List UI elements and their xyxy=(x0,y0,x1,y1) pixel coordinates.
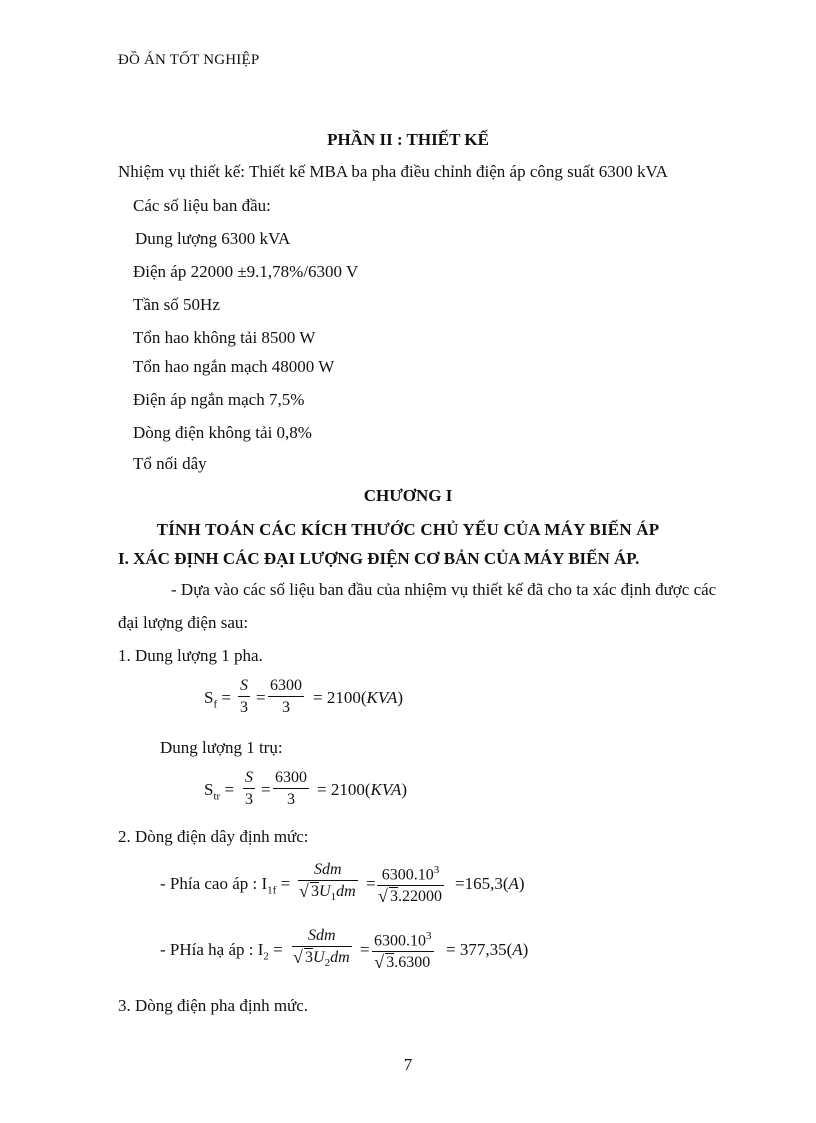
formula-paren: ) xyxy=(397,688,404,707)
fraction-denominator: 3 xyxy=(287,791,295,808)
page-number: 7 xyxy=(403,1055,413,1074)
fraction-numerator: S xyxy=(240,677,248,694)
fraction-numerator: 6300.10 xyxy=(374,932,426,950)
formula-operator: = xyxy=(221,688,231,707)
formula-unit: A xyxy=(508,874,519,893)
sqrt-radicand: 3 xyxy=(390,888,398,906)
fraction-denominator: .22000 xyxy=(398,888,442,906)
formula-result: = 377,35( xyxy=(446,940,513,959)
intro-paragraph-line: đại lượng điện sau: xyxy=(118,613,249,632)
fraction-denominator: 3 xyxy=(240,699,248,716)
document-page: ĐỒ ÁN TỐT NGHIỆP PHẦN II : THIẾT KẾ Nhiệm vụ thiết kế: Thiết kế MBA ba pha điều chỉnh điện áp công suất 6300 kVA Các số liệu ban đầu: Dung lượng 6300 kVA Điện áp 22000 ±9.1,78%/6300 V Tần số 50Hz Tổn hao không tải 8500 W Tổn hao ngắn mạch 48000 W Điện áp ngắn mạch 7,5% Dòng điện không tải 0,8% Tổ nối dây CHƯƠNG I TÍNH TOÁN CÁC KÍCH THƯỚC CHỦ YẾU CỦA MÁY BIẾN ÁP I. XÁC ĐỊNH CÁC ĐẠI LƯỢNG ĐIỆN CƠ BẢN CỦA MÁY BIẾN ÁP. - Dựa vào các số liệu ban đầu của nhiệm vụ thiết kế đã cho ta xác định được các đại lượng điện sau: 1. Dung lượng 1 pha. $S_f$ = S 3 = 6300 3 = 2100(KVA) Dung lượng 1 trụ: $S_{tr}$ = S 3 = 6300 3 = 2100(KVA) 2. Dòng điện dây định mức: - Phía cao áp : $I_{1f}$ = Sdm √ $3U_1dm$ = 6300.10$^3$ √ 3.22000 =165,3(A) - PHía hạ áp : $I_2$ = Sdm √ $3U_2dm$ = 6300.10$^3$ √ 3.6300 = 377,35(A) 3. Dòng điện pha định mức. 7 xyxy=(0,0,816,1123)
fraction-denominator: 3 xyxy=(282,699,290,716)
formula-result: = 2100( xyxy=(313,688,367,707)
initial-data-item: Điện áp 22000 ±9.1,78%/6300 V xyxy=(133,262,359,281)
initial-data-item: Điện áp ngắn mạch 7,5% xyxy=(133,390,305,409)
formula-paren: ) xyxy=(518,874,525,893)
chapter-title: TÍNH TOÁN CÁC KÍCH THƯỚC CHỦ YẾU CỦA MÁY BIẾN ÁP xyxy=(156,520,660,539)
formula-symbol: S xyxy=(204,780,214,799)
initial-data-item: Dung lượng 6300 kVA xyxy=(135,229,291,248)
part-title: PHẦN II : THIẾT KẾ xyxy=(327,130,489,149)
initial-data-item: Tổn hao ngắn mạch 48000 W xyxy=(133,357,335,376)
item-heading: 1. Dung lượng 1 pha. xyxy=(118,646,263,665)
sqrt-radicand: 3 xyxy=(311,883,319,900)
formula-result: = 2100( xyxy=(317,780,371,799)
item-heading: 3. Dòng điện pha định mức. xyxy=(118,996,309,1015)
formula-label: - PHía hạ áp : I xyxy=(160,940,264,959)
formula-paren: ) xyxy=(522,940,529,959)
formula-symbol: dm xyxy=(336,883,356,900)
formula-unit: KVA xyxy=(370,780,402,799)
formula-operator: = xyxy=(273,940,283,959)
page-header: ĐỒ ÁN TỐT NGHIỆP xyxy=(118,52,260,68)
initial-data-item: Dòng điện không tải 0,8% xyxy=(133,423,312,442)
formula-exponent: 3 xyxy=(433,864,440,876)
sqrt-radicand: 3 xyxy=(386,954,395,972)
formula-subscript: 2 xyxy=(263,950,269,963)
formula-subscript: 1f xyxy=(267,884,277,897)
formula-symbol: U xyxy=(313,949,325,966)
chapter-label: CHƯƠNG I xyxy=(363,486,453,505)
fraction-denominator: 3 xyxy=(245,791,253,808)
item-subheading: Dung lượng 1 trụ: xyxy=(160,738,283,757)
formula-subscript: 2 xyxy=(324,957,331,970)
fraction-numerator: 6300 xyxy=(275,769,307,786)
fraction-denominator: .6300 xyxy=(394,954,431,972)
formula-label: - Phía cao áp : I xyxy=(160,874,268,893)
section-heading: I. XÁC ĐỊNH CÁC ĐẠI LƯỢNG ĐIỆN CƠ BẢN CỦA MÁY BIẾN ÁP. xyxy=(118,549,640,568)
initial-data-item: Tần số 50Hz xyxy=(133,295,220,314)
fraction-numerator: Sdm xyxy=(314,861,342,878)
fraction-numerator: 6300.10 xyxy=(381,866,434,884)
formula-subscript: tr xyxy=(213,790,221,803)
formula-unit: A xyxy=(512,940,523,959)
sqrt-radicand: 3 xyxy=(305,949,313,966)
formula-paren: ) xyxy=(401,780,408,799)
formula-unit: KVA xyxy=(366,688,398,707)
formula-subscript: f xyxy=(213,698,218,711)
formula-symbol: S xyxy=(204,688,214,707)
formula-symbol: U xyxy=(319,883,331,900)
initial-data-item: Tổn hao không tải 8500 W xyxy=(133,328,316,347)
item-heading: 2. Dòng điện dây định mức: xyxy=(118,827,309,846)
fraction-numerator: 6300 xyxy=(270,677,302,694)
initial-data-heading: Các số liệu ban đầu: xyxy=(133,196,271,215)
formula-symbol: dm xyxy=(330,949,350,966)
formula-subscript: 1 xyxy=(330,891,337,904)
initial-data-item: Tổ nối dây xyxy=(133,454,207,473)
formula-exponent: 3 xyxy=(426,930,432,942)
formula-operator: = xyxy=(224,780,235,799)
design-task: Nhiệm vụ thiết kế: Thiết kế MBA ba pha điều chỉnh điện áp công suất 6300 kVA xyxy=(118,162,668,181)
intro-paragraph-line: - Dựa vào các số liệu ban đầu của nhiệm vụ thiết kế đã cho ta xác định được các xyxy=(171,580,717,599)
fraction-numerator: Sdm xyxy=(308,927,336,944)
formula-operator: = xyxy=(280,874,291,893)
formula-result: =165,3( xyxy=(455,874,509,893)
fraction-numerator: S xyxy=(245,769,253,786)
